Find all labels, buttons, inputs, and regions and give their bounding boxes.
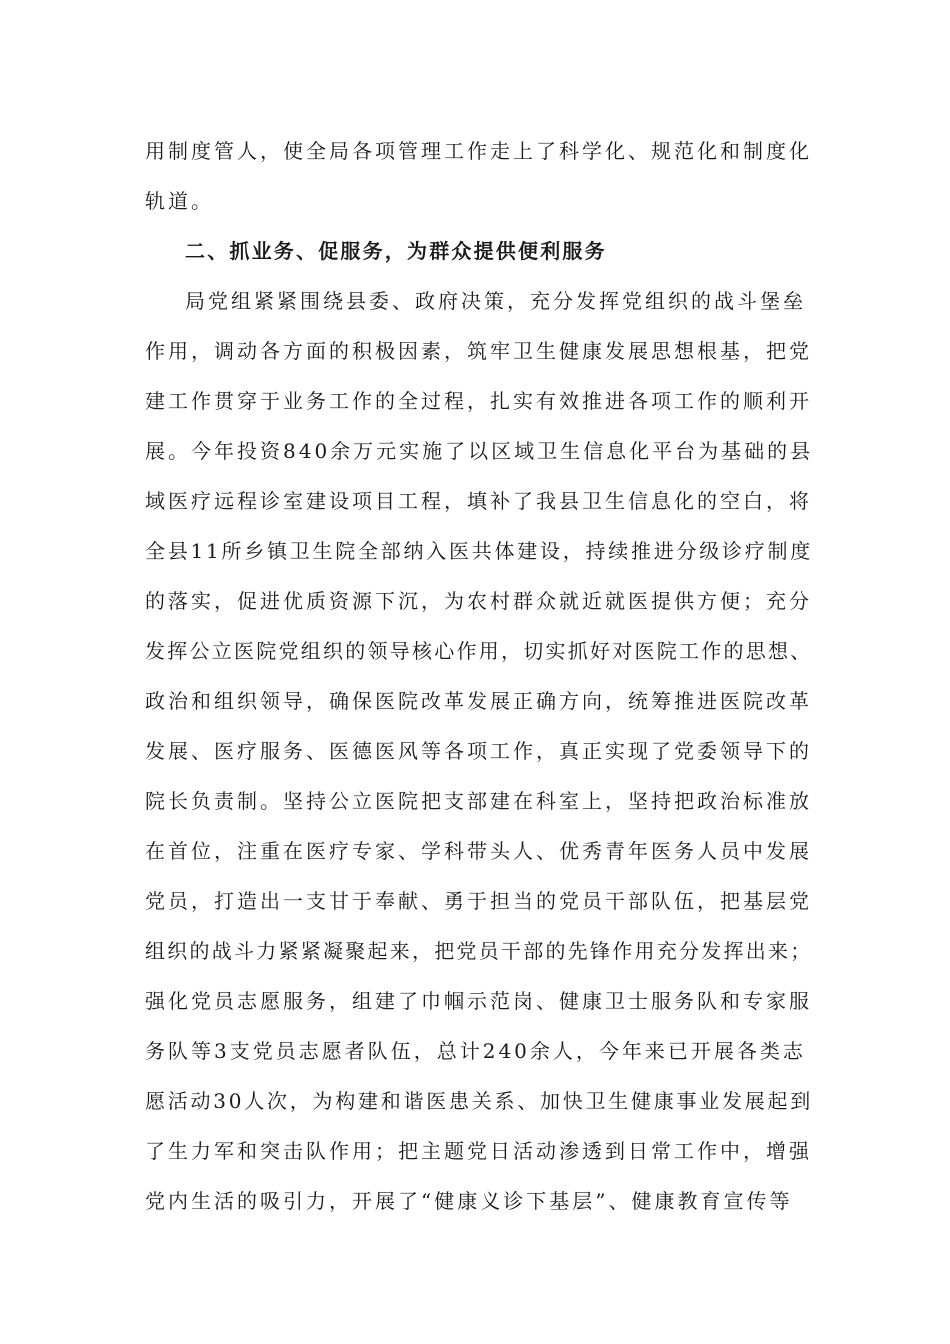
body-text-line: 党员，打造出一支甘于奉献、勇于担当的党员干部队伍，把基层党	[145, 889, 812, 913]
body-text-line: 强化党员志愿服务，组建了巾帼示范岗、健康卫士服务队和专家服	[145, 989, 812, 1013]
body-text-line: 院长负责制。坚持公立医院把支部建在科室上，坚持把政治标准放	[145, 789, 812, 813]
body-text-line: 的落实，促进优质资源下沉，为农村群众就近就医提供方便；充分	[145, 589, 812, 613]
body-text-line: 发展、医疗服务、医德医风等各项工作，真正实现了党委领导下的	[145, 739, 812, 763]
body-text-line: 域医疗远程诊室建设项目工程，填补了我县卫生信息化的空白，将	[145, 489, 812, 513]
body-text-line: 建工作贯穿于业务工作的全过程，扎实有效推进各项工作的顺利开	[145, 389, 812, 413]
section-heading: 二、抓业务、促服务，为群众提供便利服务	[185, 239, 607, 263]
body-text-line: 在首位，注重在医疗专家、学科带头人、优秀青年医务人员中发展	[145, 839, 812, 863]
body-text-line: 用制度管人，使全局各项管理工作走上了科学化、规范化和制度化	[145, 139, 812, 163]
body-text-line: 愿活动30人次，为构建和谐医患关系、加快卫生健康事业发展起到	[145, 1089, 813, 1113]
body-text-line: 政治和组织领导，确保医院改革发展正确方向，统筹推进医院改革	[145, 689, 812, 713]
body-text-line: 了生力军和突击队作用；把主题党日活动渗透到日常工作中，增强	[145, 1139, 812, 1163]
body-text-line: 展。今年投资840余万元实施了以区域卫生信息化平台为基础的县	[145, 439, 814, 463]
body-text-line: 组织的战斗力紧紧凝聚起来，把党员干部的先锋作用充分发挥出来；	[145, 939, 813, 963]
body-text-line: 作用，调动各方面的积极因素，筑牢卫生健康发展思想根基，把党	[145, 339, 812, 363]
body-text-line: 轨道。	[145, 189, 214, 213]
body-text-line: 全县11所乡镇卫生院全部纳入医共体建设，持续推进分级诊疗制度	[145, 539, 813, 563]
body-text-line: 发挥公立医院党组织的领导核心作用，切实抓好对医院工作的思想、	[145, 639, 813, 663]
paragraph-first-line: 局党组紧紧围绕县委、政府决策，充分发挥党组织的战斗堡垒	[185, 289, 806, 313]
body-text-line: 务队等3支党员志愿者队伍，总计240余人，今年来已开展各类志	[145, 1039, 806, 1063]
body-text-line: 党内生活的吸引力，开展了“健康义诊下基层”、健康教育宣传等	[145, 1189, 793, 1213]
